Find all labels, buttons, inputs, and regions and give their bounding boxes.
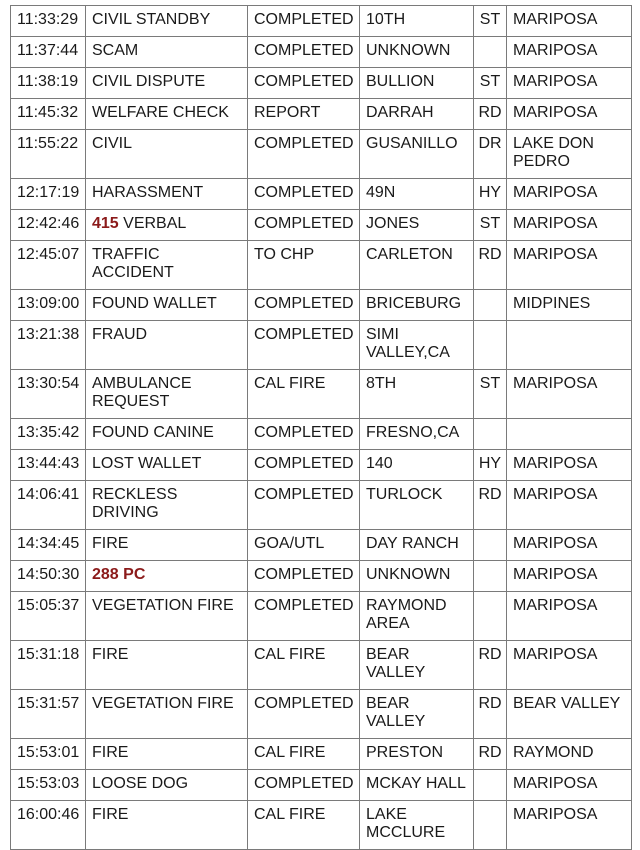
disposition-cell: REPORT [248,99,360,130]
street-cell: DARRAH [360,99,474,130]
call-type-cell [86,210,248,241]
table-row [11,68,632,99]
table-row [11,530,632,561]
city-cell: MARIPOSA [507,801,632,850]
table-row [11,770,632,801]
street-cell: FRESNO,CA [360,419,474,450]
disposition-cell: COMPLETED [248,450,360,481]
city-cell: BEAR VALLEY [507,690,632,739]
time-cell: 12:17:19 [11,179,86,210]
street-suffix-cell: RD [474,690,507,739]
time-cell: 11:55:22 [11,130,86,179]
call-type-cell: RECKLESS DRIVING [86,481,248,530]
table-row [11,210,632,241]
table-row [11,641,632,690]
call-type-cell: LOOSE DOG [86,770,248,801]
time-cell: 11:45:32 [11,99,86,130]
street-suffix-cell [474,37,507,68]
city-cell: MARIPOSA [507,561,632,592]
street-suffix-cell: HY [474,179,507,210]
city-cell: MIDPINES [507,290,632,321]
city-cell: MARIPOSA [507,6,632,37]
time-cell: 13:35:42 [11,419,86,450]
table-row [11,290,632,321]
time-cell: 13:09:00 [11,290,86,321]
city-cell: MARIPOSA [507,210,632,241]
table-row [11,592,632,641]
city-cell: MARIPOSA [507,450,632,481]
street-suffix-cell: RD [474,641,507,690]
disposition-cell: CAL FIRE [248,641,360,690]
table-row [11,37,632,68]
call-type-cell: FIRE [86,801,248,850]
table-row [11,6,632,37]
disposition-cell: COMPLETED [248,690,360,739]
time-cell: 14:50:30 [11,561,86,592]
city-cell [507,419,632,450]
disposition-cell: COMPLETED [248,6,360,37]
city-cell: MARIPOSA [507,37,632,68]
time-cell: 15:31:57 [11,690,86,739]
table-row [11,241,632,290]
street-suffix-cell [474,290,507,321]
street-cell: BULLION [360,68,474,99]
call-type-cell: CIVIL DISPUTE [86,68,248,99]
street-cell: TURLOCK [360,481,474,530]
penal-code-highlight: 288 PC [92,566,146,583]
street-cell: GUSANILLO [360,130,474,179]
street-suffix-cell [474,592,507,641]
street-suffix-cell: ST [474,68,507,99]
street-cell: CARLETON [360,241,474,290]
city-cell: MARIPOSA [507,530,632,561]
table-row [11,179,632,210]
city-cell: MARIPOSA [507,592,632,641]
disposition-cell: CAL FIRE [248,370,360,419]
table-row [11,130,632,179]
time-cell: 14:34:45 [11,530,86,561]
street-cell: RAYMOND AREA [360,592,474,641]
city-cell: MARIPOSA [507,99,632,130]
street-cell: DAY RANCH [360,530,474,561]
table-row [11,450,632,481]
table-row [11,99,632,130]
call-type-cell: FIRE [86,739,248,770]
table-row [11,321,632,370]
disposition-cell: COMPLETED [248,770,360,801]
street-suffix-cell: RD [474,99,507,130]
disposition-cell: COMPLETED [248,592,360,641]
street-cell: MCKAY HALL [360,770,474,801]
disposition-cell: COMPLETED [248,290,360,321]
disposition-cell: COMPLETED [248,321,360,370]
street-suffix-cell [474,419,507,450]
time-cell: 11:33:29 [11,6,86,37]
time-cell: 13:30:54 [11,370,86,419]
city-cell: MARIPOSA [507,370,632,419]
call-type-cell: LOST WALLET [86,450,248,481]
street-suffix-cell: RD [474,241,507,290]
disposition-cell: COMPLETED [248,210,360,241]
street-suffix-cell [474,321,507,370]
table-row [11,690,632,739]
disposition-cell: COMPLETED [248,561,360,592]
disposition-cell: GOA/UTL [248,530,360,561]
call-type-cell: FRAUD [86,321,248,370]
disposition-cell: COMPLETED [248,419,360,450]
city-cell: RAYMOND [507,739,632,770]
table-row [11,419,632,450]
street-cell: SIMI VALLEY,CA [360,321,474,370]
time-cell: 11:38:19 [11,68,86,99]
disposition-cell: COMPLETED [248,130,360,179]
street-suffix-cell [474,801,507,850]
street-suffix-cell: HY [474,450,507,481]
call-type-cell: TRAFFIC ACCIDENT [86,241,248,290]
street-suffix-cell: RD [474,739,507,770]
street-suffix-cell [474,561,507,592]
street-cell: LAKE MCCLURE [360,801,474,850]
city-cell: MARIPOSA [507,68,632,99]
city-cell: MARIPOSA [507,770,632,801]
street-cell: BEAR VALLEY [360,690,474,739]
time-cell: 11:37:44 [11,37,86,68]
disposition-cell: TO CHP [248,241,360,290]
incident-log-table [10,5,632,850]
street-cell: UNKNOWN [360,561,474,592]
table-row [11,370,632,419]
time-cell: 15:05:37 [11,592,86,641]
call-type-cell [86,561,248,592]
street-suffix-cell: ST [474,370,507,419]
call-type-cell: HARASSMENT [86,179,248,210]
disposition-cell: COMPLETED [248,37,360,68]
street-cell: UNKNOWN [360,37,474,68]
street-suffix-cell: ST [474,6,507,37]
call-type-cell: SCAM [86,37,248,68]
time-cell: 16:00:46 [11,801,86,850]
disposition-cell: CAL FIRE [248,801,360,850]
call-type-cell: WELFARE CHECK [86,99,248,130]
call-type-cell: CIVIL STANDBY [86,6,248,37]
disposition-cell: COMPLETED [248,481,360,530]
street-cell: 140 [360,450,474,481]
table-row [11,801,632,850]
disposition-cell: COMPLETED [248,179,360,210]
time-cell: 12:42:46 [11,210,86,241]
street-cell: BRICEBURG [360,290,474,321]
street-cell: BEAR VALLEY [360,641,474,690]
call-type-cell: CIVIL [86,130,248,179]
call-type-text: VERBAL [118,215,187,232]
city-cell: MARIPOSA [507,241,632,290]
table-row [11,481,632,530]
time-cell: 14:06:41 [11,481,86,530]
city-cell: MARIPOSA [507,179,632,210]
street-suffix-cell [474,770,507,801]
call-type-cell: FIRE [86,530,248,561]
call-type-cell: VEGETATION FIRE [86,690,248,739]
time-cell: 13:44:43 [11,450,86,481]
table-row [11,561,632,592]
street-cell: PRESTON [360,739,474,770]
city-cell: LAKE DON PEDRO [507,130,632,179]
street-suffix-cell: RD [474,481,507,530]
time-cell: 12:45:07 [11,241,86,290]
street-cell: 8TH [360,370,474,419]
incident-log-body [11,6,632,850]
disposition-cell: CAL FIRE [248,739,360,770]
time-cell: 15:31:18 [11,641,86,690]
city-cell: MARIPOSA [507,641,632,690]
time-cell: 15:53:03 [11,770,86,801]
street-suffix-cell [474,530,507,561]
street-cell: 49N [360,179,474,210]
disposition-cell: COMPLETED [248,68,360,99]
call-type-cell: FOUND CANINE [86,419,248,450]
time-cell: 15:53:01 [11,739,86,770]
call-type-cell: FOUND WALLET [86,290,248,321]
street-cell: 10TH [360,6,474,37]
city-cell [507,321,632,370]
time-cell: 13:21:38 [11,321,86,370]
call-type-cell: FIRE [86,641,248,690]
street-suffix-cell: DR [474,130,507,179]
penal-code-highlight: 415 [92,215,119,232]
table-row [11,739,632,770]
city-cell: MARIPOSA [507,481,632,530]
call-type-cell: AMBULANCE REQUEST [86,370,248,419]
street-cell: JONES [360,210,474,241]
street-suffix-cell: ST [474,210,507,241]
call-type-cell: VEGETATION FIRE [86,592,248,641]
